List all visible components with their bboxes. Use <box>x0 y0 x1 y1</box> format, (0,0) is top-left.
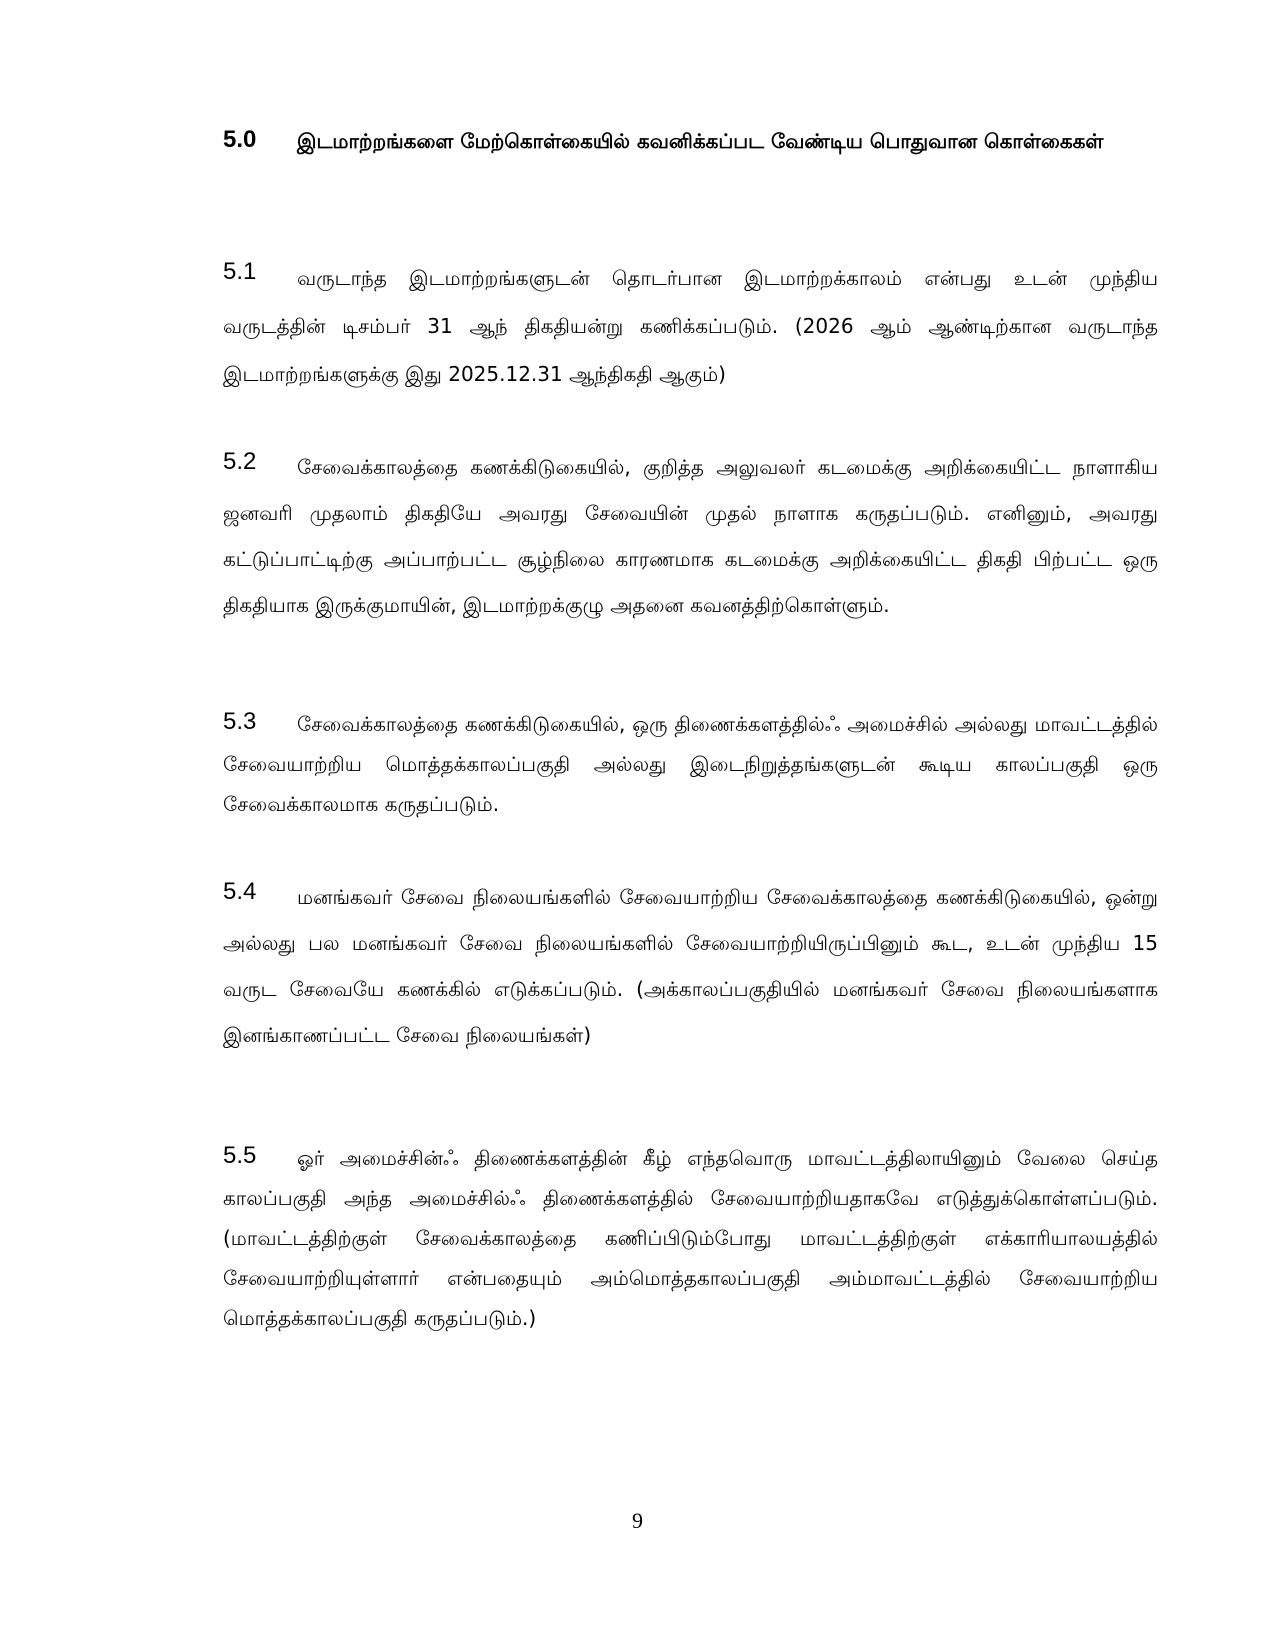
section-number: 5.3 <box>223 708 257 735</box>
section-number: 5.4 <box>223 878 257 905</box>
section-text: வருடாந்த இடமாற்றங்களுடன் தொடர்பான இடமாற்றக்காலம் என்பது உடன் முந்திய வருடத்தின் டிசம்பர் 31 ஆந் திகதியன்று கணிக்கப்படும். (2026 ஆம் ஆண்டிற்கான வருடாந்த இடமாற்றங்களுக்கு இது 2025.12.31 ஆந்திகதி ஆகும்) <box>223 266 1158 386</box>
page-number: 9 <box>632 1508 643 1533</box>
section-text: சேவைக்காலத்தை கணக்கிடுகையில், குறித்த அலுவலர் கடமைக்கு அறிக்கையிட்ட நாளாகிய ஜனவரி முதலாம் திகதியே அவரது சேவையின் முதல் நாளாக கருதப்படும். எனினும், அவரது கட்டுப்பாட்டிற்கு அப்பாற்பட்ட சூழ்நிலை காரணமாக கடமைக்கு அறிக்கையிட்ட திகதி பிற்பட்ட ஒரு திகதியாக இருக்குமாயின், இடமாற்றக்குழு அதனை கவனத்திற்கொள்ளும். <box>223 455 1158 617</box>
section-5-1 <box>223 254 1158 398</box>
section-text: சேவைக்காலத்தை கணக்கிடுகையில், ஒரு திணைக்களத்தில்ஃ அமைச்சில் அல்லது மாவட்டத்தில் சேவையாற்றிய மொத்தக்காலப்பகுதி அல்லது இடைநிறுத்தங்களுடன் கூடிய காலப்பகுதி ஒரு சேவைக்காலமாக கருதப்படும். <box>223 712 1158 816</box>
section-5-3 <box>223 704 1158 824</box>
section-text: மனங்கவர் சேவை நிலையங்களில் சேவையாற்றிய சேவைக்காலத்தை கணக்கிடுகையில், ஒன்று அல்லது பல மனங்கவர் சேவை நிலையங்களில் சேவையாற்றியிருப்பினும் கூட, உடன் முந்திய 15 வருட சேவையே கணக்கில் எடுக்கப்படும். (அக்காலப்பகுதியில் மனங்கவர் சேவை நிலையங்களாக இனங்காணப்பட்ட சேவை நிலையங்கள்) <box>223 885 1158 1047</box>
section-text: ஓர் அமைச்சின்ஃ திணைக்களத்தின் கீழ் எந்தவொரு மாவட்டத்திலாயினும் வேலை செய்த காலப்பகுதி அந்த அமைச்சில்ஃ திணைக்களத்தில் சேவையாற்றியதாகவே எடுத்துக்கொள்ளப்படும். (மாவட்டத்திற்குள் சேவைக்காலத்தை கணிப்பிடும்போது மாவட்டத்திற்குள் எக்காரியாலயத்தில் சேவையாற்றியுள்ளார் என்பதையும் அம்மொத்தகாலப்பகுதி அம்மாவட்டத்தில் சேவையாற்றிய மொத்தக்காலப்பகுதி கருதப்படும்.) <box>223 1146 1158 1330</box>
section-5-0 <box>223 118 1158 164</box>
section-heading: இடமாற்றங்களை மேற்கொள்கையில் கவனிக்கப்பட வேண்டிய பொதுவான கொள்கைகள் <box>297 129 1104 153</box>
section-number: 5.1 <box>223 258 257 285</box>
section-number: 5.5 <box>223 1142 257 1169</box>
section-number: 5.0 <box>223 126 257 153</box>
section-5-4 <box>223 874 1158 1058</box>
section-number: 5.2 <box>223 448 257 475</box>
section-5-2 <box>223 444 1158 628</box>
section-5-5 <box>223 1138 1158 1338</box>
